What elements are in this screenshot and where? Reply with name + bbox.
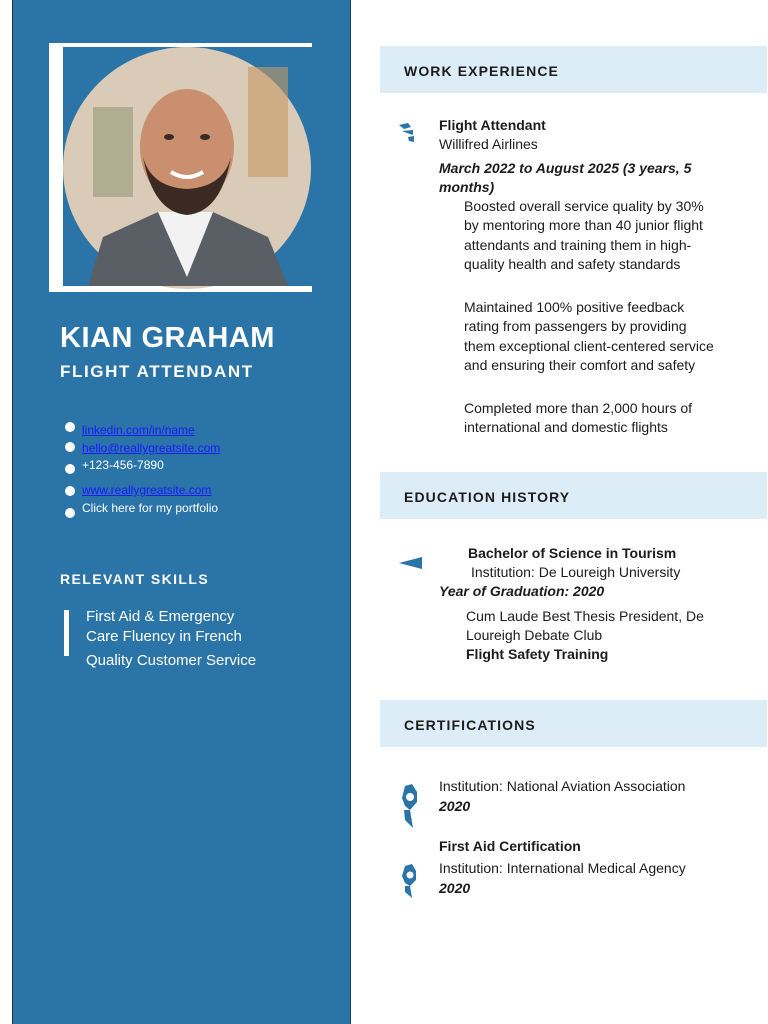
education-header	[380, 472, 767, 519]
profile-photo	[63, 47, 312, 286]
certifications-header	[380, 700, 767, 747]
candidate-name: KIAN GRAHAM	[60, 322, 275, 354]
cert-year: 2020	[439, 798, 471, 814]
job-bullet: Boosted overall service quality by 30% by mentoring more than 40 junior flight attendants and training them in high-quality health and safety standards	[464, 198, 704, 273]
job-bullet: Maintained 100% positive feedback rating from passengers by providing them exceptional client-centered service and ensuring their comfort and safety	[464, 299, 714, 374]
work-experience-heading: WORK EXPERIENCE	[404, 63, 559, 79]
skills-heading-clip	[60, 569, 220, 587]
candidate-role: FLIGHT ATTENDANT	[60, 362, 254, 381]
portfolio-icon	[65, 508, 75, 518]
degree-title: Bachelor of Science in Tourism	[468, 545, 677, 561]
degree-institution: Institution: De Loureigh University	[471, 564, 681, 580]
email-link[interactable]: hello@reallygreatsite.com	[82, 441, 221, 455]
portfolio-link[interactable]: Click here for my portfolio	[82, 501, 219, 515]
skills-heading: RELEVANT SKILLS	[60, 571, 210, 587]
graduation-cap-icon	[399, 556, 423, 570]
profile-photo-frame	[49, 43, 312, 292]
work-experience-header	[380, 46, 767, 93]
education-honors: Cum Laude Best Thesis President, De Loureigh Debate Club	[466, 608, 704, 643]
linkedin-link[interactable]: linkedin.com/in/name	[82, 423, 195, 437]
skill-item: Quality Customer Service	[86, 652, 257, 669]
phone-number: +123-456-7890	[82, 458, 164, 472]
cert-title: First Aid Certification	[439, 838, 581, 854]
website-link[interactable]: www.reallygreatsite.com	[82, 483, 212, 497]
job-bullet: Completed more than 2,000 hours of international and domestic flights	[464, 400, 693, 436]
phone-icon	[65, 464, 75, 474]
award-ribbon-icon	[401, 864, 417, 898]
skill-item: First Aid & Emergency	[86, 608, 235, 625]
skill-item: Care Fluency in French	[86, 628, 242, 645]
training-title: Flight Safety Training	[466, 646, 609, 662]
certifications-heading: CERTIFICATIONS	[404, 717, 536, 733]
skills-accent-bar	[64, 610, 69, 656]
sidebar	[12, 0, 351, 1024]
education-heading: EDUCATION HISTORY	[404, 489, 571, 505]
job-title: Flight Attendant	[439, 117, 546, 133]
linkedin-icon	[65, 422, 75, 432]
globe-icon	[65, 486, 75, 496]
email-icon	[65, 442, 75, 452]
cert-institution: Institution: International Medical Agency	[439, 860, 686, 876]
graduation-year: Year of Graduation: 2020	[439, 583, 605, 599]
award-ribbon-icon	[400, 784, 418, 828]
job-dates: March 2022 to August 2025 (3 years, 5 months)	[439, 160, 692, 195]
cert-year: 2020	[439, 880, 471, 896]
cert-institution: Institution: National Aviation Association	[439, 778, 686, 794]
job-company: Willifred Airlines	[439, 136, 538, 152]
briefcase-icon	[399, 123, 415, 142]
